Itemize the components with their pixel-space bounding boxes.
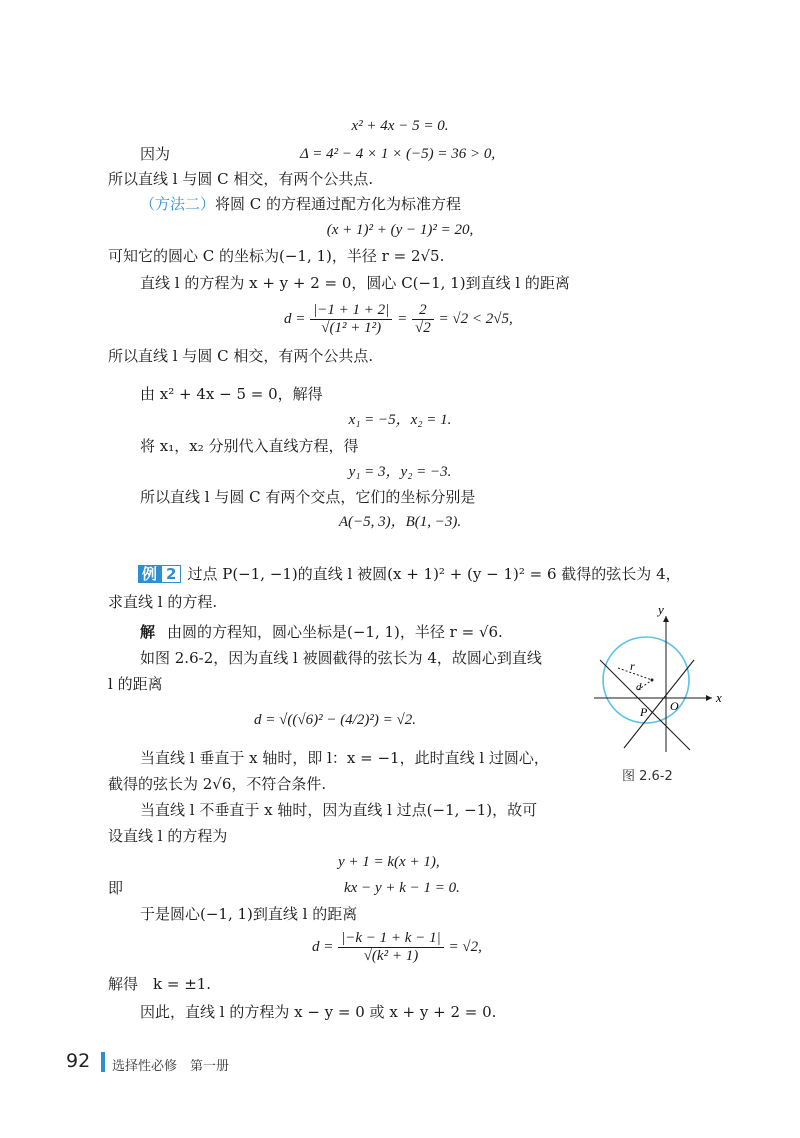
example-number: 2 (161, 565, 181, 583)
fraction-1 (310, 302, 392, 337)
eq-left: d = (284, 311, 306, 327)
figure-2-6-2 (594, 604, 730, 768)
eq-mid: = (397, 311, 408, 327)
text-center-distance: 于是圆心(−1, 1)到直线 l 的距离 (140, 905, 358, 923)
fraction-2-denominator: √2 (414, 319, 431, 336)
example-text-2: 求直线 l 的方程. (108, 593, 218, 611)
example-text: 过点 P(−1, −1)的直线 l 被圆(x + 1)² + (y − 1)² = 6 截得的弦长为 4， (187, 565, 681, 583)
circle-center (651, 679, 654, 682)
equation-distance-2 (312, 928, 482, 965)
footer-accent-bar (101, 1052, 105, 1072)
text-conclusion-1: 所以直线 l 与圆 C 相交，有两个公共点. (108, 170, 374, 188)
text-vertical-case: 当直线 l 垂直于 x 轴时，即 l：x = −1，此时直线 l 过圆心， (140, 749, 549, 767)
fraction-1-numerator: |−1 + 1 + 2| (310, 302, 392, 320)
label-r: r (630, 659, 635, 673)
text-figure-ref: 如图 2.6-2，因为直线 l 被圆截得的弦长为 4，故圆心到直线 (140, 649, 542, 667)
equation-discriminant: Δ = 4² − 4 × 1 × (−5) = 36 > 0, (300, 146, 496, 162)
solution-label: 解 (140, 623, 156, 641)
equation-distance-sqrt: d = √((√6)² − (4/2)²) = √2. (254, 712, 416, 728)
method-two-line (140, 194, 461, 214)
equation-general-form: kx − y + k − 1 = 0. (344, 880, 460, 896)
text-solve: 由 x² + 4x − 5 = 0，解得 (140, 385, 323, 403)
fraction-3-numerator: |−k − 1 + k − 1| (338, 930, 444, 948)
y-axis-arrow (663, 616, 669, 622)
label-p: P (640, 705, 648, 719)
text-namely: 即 (108, 879, 124, 897)
method-two-label: （方法二） (140, 195, 216, 213)
solution-line (140, 622, 503, 642)
label-x: x (716, 690, 722, 705)
text-substitute: 将 x₁，x₂ 分别代入直线方程，得 (140, 437, 359, 455)
text-conclusion-2: 所以直线 l 与圆 C 相交，有两个公共点. (108, 347, 374, 365)
equation-y-values: y₁ = 3，y₂ = −3. (348, 464, 452, 480)
example-2-header (138, 564, 681, 584)
equation-x-roots: x₁ = −5，x₂ = 1. (348, 412, 452, 428)
text-nonvertical-case: 当直线 l 不垂直于 x 轴时，因为直线 l 过点(−1, −1)，故可 (140, 801, 538, 819)
text-set-equation: 设直线 l 的方程为 (108, 827, 228, 845)
radius-segment (618, 668, 652, 680)
text-intersections: 所以直线 l 与圆 C 有两个交点，它们的坐标分别是 (140, 488, 476, 506)
equation-points: A(−5, 3)，B(1, −3). (338, 514, 462, 530)
page-number: 92 (66, 1050, 91, 1072)
text-because: 因为 (140, 145, 171, 163)
equation-point-slope: y + 1 = k(x + 1), (338, 854, 440, 870)
book-title: 选择性必修 第一册 (112, 1059, 230, 1074)
figure-caption: 图 2.6-2 (622, 769, 673, 784)
label-origin: O (670, 699, 679, 713)
text-center-radius: 可知它的圆心 C 的坐标为(−1, 1)，半径 r = 2√5. (108, 247, 445, 265)
text-chord-length: 截得的弦长为 2√6，不符合条件. (108, 775, 327, 793)
text-solve-k: 解得 k = ±1. (108, 975, 212, 993)
label-y: y (658, 604, 664, 617)
eq2-right: = √2, (448, 939, 482, 955)
example-label: 例 (138, 565, 161, 583)
equation-standard-circle: (x + 1)² + (y − 1)² = 20, (326, 222, 474, 238)
eq2-left: d = (312, 939, 334, 955)
fraction-3 (338, 930, 444, 965)
text-final-answer: 因此，直线 l 的方程为 x − y = 0 或 x + y + 2 = 0. (140, 1003, 497, 1021)
x-axis-arrow (706, 695, 712, 701)
line-l-2 (624, 660, 694, 748)
label-d: d (636, 681, 642, 693)
equation-distance-1 (284, 300, 513, 337)
fraction-2 (412, 302, 434, 337)
solution-text: 由圆的方程知，圆心坐标是(−1, 1)，半径 r = √6. (167, 623, 503, 641)
method-two-text: 将圆 C 的方程通过配方化为标准方程 (215, 195, 462, 213)
text-line-distance: 直线 l 的方程为 x + y + 2 = 0，圆心 C(−1, 1)到直线 l 的距离 (140, 274, 570, 292)
fraction-1-denominator: √(1² + 1²) (321, 319, 382, 336)
text-distance-of: l 的距离 (108, 675, 163, 693)
equation-quadratic: x² + 4x − 5 = 0. (351, 118, 449, 134)
eq-right: = √2 < 2√5, (438, 311, 513, 327)
figure-diagram (594, 604, 730, 764)
fraction-3-denominator: √(k² + 1) (363, 947, 419, 964)
fraction-2-numerator: 2 (412, 302, 434, 320)
